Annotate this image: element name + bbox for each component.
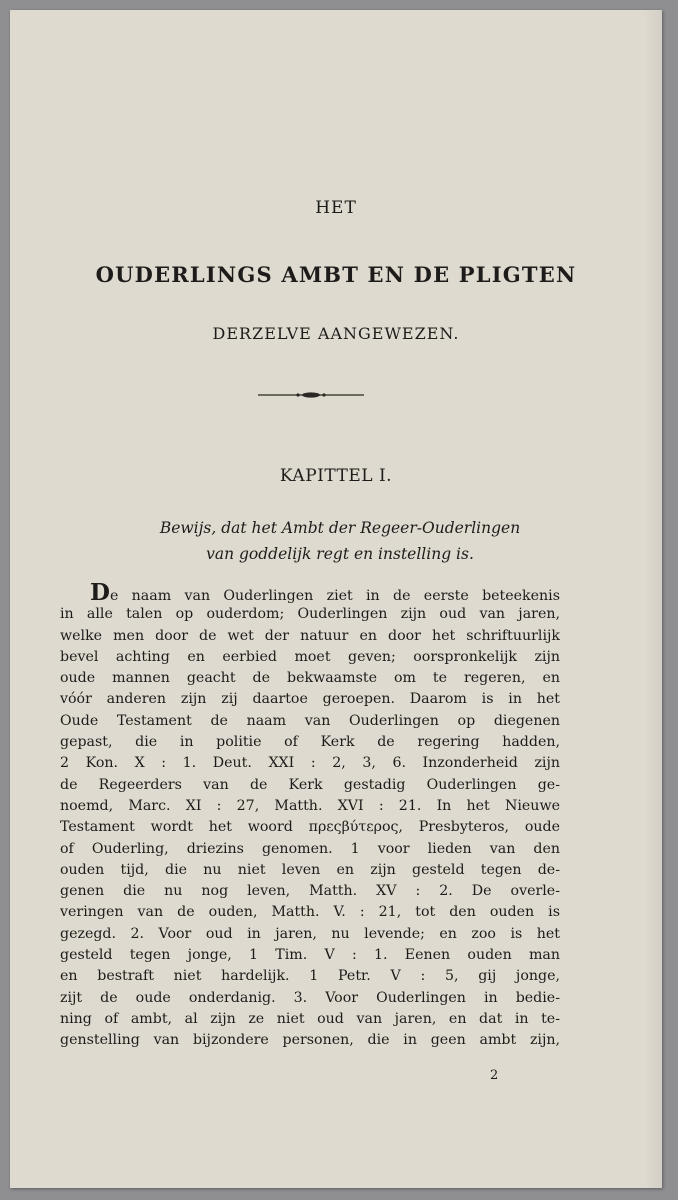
body-line: in alle talen op ouderdom; Ouderlingen zijn oud van jaren, — [60, 606, 560, 623]
header-het: HET — [315, 198, 357, 218]
chapter-subheading-line-1: Bewijs, dat het Ambt der Regeer-Ouderlingen — [159, 519, 521, 537]
body-line: oude mannen geacht de bekwaamste om te regeren, en — [60, 670, 560, 687]
chapter-subheading — [70, 515, 610, 567]
body-line: genen die nu nog leven, Matth. XV : 2. De overle- — [60, 883, 560, 900]
chapter-heading: KAPITTEL I. — [279, 466, 393, 486]
ornament-divider — [258, 390, 364, 400]
body-line: vóór anderen zijn zij daartoe geroepen. Daarom is in het — [60, 691, 560, 708]
body-line: welke men door de wet der natuur en door het schriftuurlijk — [60, 627, 560, 644]
body-line: genstelling van bijzondere personen, die in geen ambt zijn, — [60, 1032, 560, 1049]
body-line: Oude Testament de naam van Ouderlingen op diegenen — [60, 712, 560, 729]
body-line: 2 Kon. X : 1. Deut. XXI : 2, 3, 6. Inzonderheid zijn — [60, 755, 560, 772]
page-number: 2 — [490, 1068, 499, 1083]
body-line: of Ouderling, driezins genomen. 1 voor lieden van den — [60, 840, 560, 857]
body-line: Testament wordt het woord πρεςβύτερος, Presbyteros, oude — [60, 819, 560, 836]
body-line: de Regeerders van de Kerk gestadig Ouderlingen ge- — [60, 776, 560, 793]
body-line: bevel achting en eerbied moet geven; oorspronkelijk zijn — [60, 648, 560, 665]
subtitle: DERZELVE AANGEWEZEN. — [212, 324, 460, 343]
drop-cap: D — [90, 583, 110, 605]
body-line: veringen van de ouden, Matth. V. : 21, tot den ouden is — [60, 904, 560, 921]
body-line: ning of ambt, al zijn ze niet oud van jaren, en dat in te- — [60, 1010, 560, 1027]
chapter-subheading-line-2: van goddelijk regt en instelling is. — [206, 545, 474, 563]
body-text — [60, 583, 560, 1052]
body-line: zijt de oude onderdanig. 3. Voor Ouderlingen in bedie- — [60, 989, 560, 1006]
body-line: gesteld tegen jonge, 1 Tim. V : 1. Eenen ouden man — [60, 947, 560, 964]
body-line: gezegd. 2. Voor oud in jaren, nu levende; en zoo is het — [60, 925, 560, 942]
main-title: OUDERLINGS AMBT EN DE PLIGTEN — [95, 262, 577, 287]
body-line — [60, 583, 560, 604]
first-line-text: e naam van Ouderlingen ziet in de eerste beteekenis — [109, 588, 560, 604]
body-line: ouden tijd, die nu niet leven en zijn gesteld tegen de- — [60, 861, 560, 878]
body-line: en bestraft niet hardelijk. 1 Petr. V : 5, gij jonge, — [60, 968, 560, 985]
book-page — [10, 10, 662, 1188]
body-line: gepast, die in politie of Kerk de regering hadden, — [60, 734, 560, 751]
body-line: noemd, Marc. XI : 27, Matth. XVI : 21. In het Nieuwe — [60, 797, 560, 814]
